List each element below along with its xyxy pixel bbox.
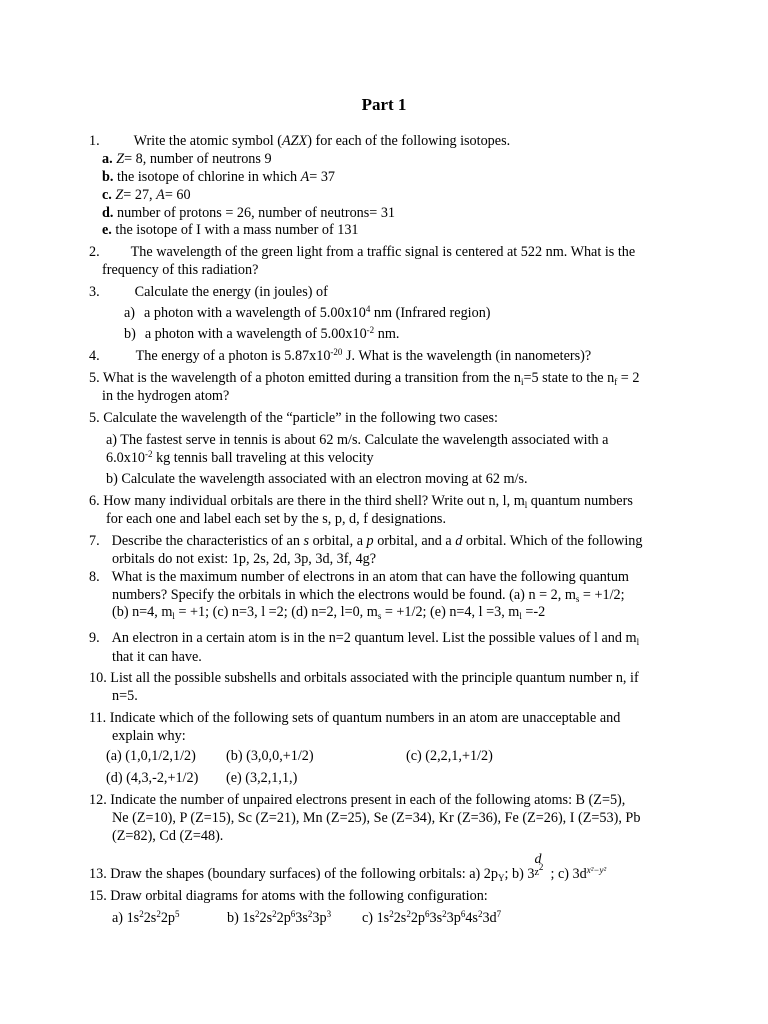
question-11-options-row2	[106, 770, 297, 787]
atomic-symbol-notation: AZX	[282, 133, 308, 149]
config-b: b) $1s^22s^22p^63s^23p^3$	[227, 909, 332, 926]
question-11-options-row1	[106, 748, 493, 765]
question-6-cont: for each one and label each set by the s, p, d, f designations.	[106, 511, 446, 527]
question-5a-cont: in the hydrogen atom?	[102, 388, 230, 404]
question-3b: b) a photon with a wavelength of $5.00x10^{-2}$ nm.	[124, 325, 400, 342]
option-a: (a) (1,0,1/2,1/2)	[106, 748, 196, 764]
question-9: 9. An electron in a certain atom is in the n=2 quantum level. List the possible values of l and $m_l$	[89, 630, 640, 647]
question-9-cont: that it can have.	[112, 649, 202, 665]
question-1c: c. Z= 27, A= 60	[102, 187, 191, 203]
question-3a: a) a photon with a wavelength of $5.00x10^4$ nm (Infrared region)	[124, 304, 491, 321]
question-5b-a-cont: $6.0x10^{-2}$ kg tennis ball traveling at this velocity	[106, 449, 374, 466]
question-5b: 5. Calculate the wavelength of the “particle” in the following two cases:	[89, 410, 498, 426]
question-12: 12. Indicate the number of unpaired electrons present in each of the following atoms: B (Z=5),	[89, 792, 626, 808]
question-1: 1. Write the atomic symbol (AZX) for each of the following isotopes.	[89, 133, 511, 149]
question-11: 11. Indicate which of the following sets of quantum numbers in an atom are unacceptable and	[89, 710, 621, 726]
question-8-cont-2: (b) n=4, $m_l = +1$; (c) n=3, l =2; (d) n=2, l=0, $m_s = +1/2$; (e) n=4, l =3, $m_l =-2$	[112, 604, 546, 621]
question-5b-a: a) The fastest serve in tennis is about 62 m/s. Calculate the wavelength associated with a	[106, 432, 609, 448]
dz2-notation: d $^{z^2}$	[534, 852, 544, 878]
config-c: c) $1s^22s^22p^63s^23p^64s^23d^7$	[362, 909, 502, 926]
question-5b-b: b) Calculate the wavelength associated with an electron moving at 62 m/s.	[106, 471, 528, 487]
question-number: 1.	[89, 133, 100, 149]
question-10: 10. List all the possible subshells and orbitals associated with the principle quantum number n, if	[89, 670, 639, 686]
question-2-cont: frequency of this radiation?	[102, 262, 259, 278]
question-15-configs	[112, 910, 501, 927]
question-10-cont: n=5.	[112, 688, 138, 704]
option-e: (e) (3,2,1,1,)	[226, 770, 298, 786]
question-1e: e. the isotope of I with a mass number of 131	[102, 222, 359, 238]
question-5a: 5. What is the wavelength of a photon emitted during a transition from the $n_i=5$ state to the $n_f = 2$	[89, 370, 640, 387]
question-15: 15. Draw orbital diagrams for atoms with the following configuration:	[89, 888, 488, 904]
question-1b: b. the isotope of chlorine in which A= 37	[102, 169, 336, 185]
question-1d: d. number of protons = 26, number of neutrons= 31	[102, 205, 396, 221]
question-6: 6. How many individual orbitals are there in the third shell? Write out n, l, $m_l$ quantum numbers	[89, 493, 633, 510]
question-13: 13. Draw the shapes (boundary surfaces) of the following orbitals: a) $2p_Y$; b) 3 d $^{z^2}$ ; c) $3d^{x^2-y^2}$	[89, 852, 607, 883]
option-d: (d) (4,3,-2,+1/2)	[106, 770, 199, 786]
question-7-cont: orbitals do not exist: 1p, 2s, 2d, 3p, 3d, 3f, 4g?	[112, 551, 377, 567]
question-7: 7. Describe the characteristics of an s orbital, a p orbital, and a d orbital. Which of the following	[89, 533, 643, 549]
question-8-cont-1: numbers? Specify the orbitals in which the electrons would be found. (a) n = 2, $m_s = +1/2$;	[112, 587, 625, 604]
question-3: 3. Calculate the energy (in joules) of	[89, 284, 328, 300]
page-title: Part 1	[361, 95, 407, 114]
question-1a: a. Z= 8, number of neutrons 9	[102, 151, 272, 167]
option-b: (b) (3,0,0,+1/2)	[226, 748, 314, 764]
question-4: 4. The energy of a photon is $5.87x10^{-20}$ J. What is the wavelength (in nanometers)?	[89, 347, 592, 364]
question-8: 8. What is the maximum number of electrons in an atom that can have the following quantum	[89, 569, 629, 585]
question-12-cont-1: Ne (Z=10), P (Z=15), Sc (Z=21), Mn (Z=25), Se (Z=34), Kr (Z=36), Fe (Z=26), I (Z=53), Pb	[112, 810, 641, 826]
question-11-cont: explain why:	[112, 728, 186, 744]
config-a: a) $1s^22s^22p^5$	[112, 909, 180, 926]
question-2: 2. The wavelength of the green light from a traffic signal is centered at 522 nm. What is the	[89, 244, 636, 260]
question-12-cont-2: (Z=82), Cd (Z=48).	[112, 828, 224, 844]
option-c: (c) (2,2,1,+1/2)	[406, 748, 493, 764]
